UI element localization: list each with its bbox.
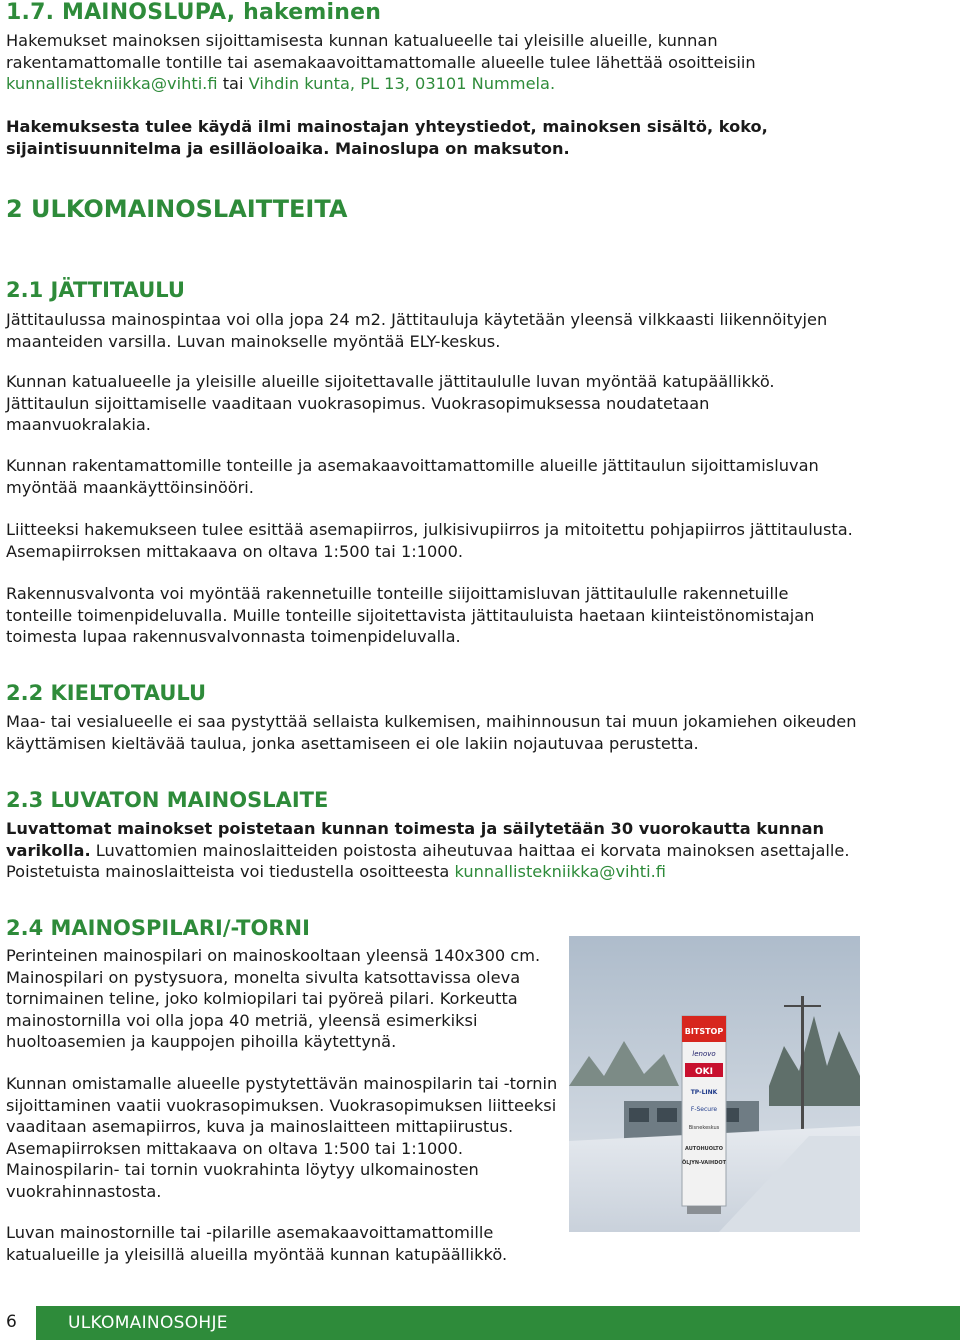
section-title-2: 2 ULKOMAINOSLAITTEITA <box>6 195 348 223</box>
paragraph-2-1-c <box>6 455 858 498</box>
logo-tplink: TP-LINK <box>690 1089 718 1096</box>
paragraph-2-1-a <box>6 309 858 352</box>
email-link[interactable]: kunnallistekniikka@vihti.fi <box>6 74 218 93</box>
page-number: 6 <box>6 1312 17 1332</box>
paragraph-text: Jättitaulussa mainospintaa voi olla jopa 24 m2. Jättitauluja käytetään yleensä vilkkaasti liikennöityjen maanteiden varsilla. Luvan mainokselle myöntää ELY-keskus. <box>6 310 828 351</box>
notice-text: Luvattomien mainoslaitteiden poistosta aiheutuvaa haittaa ei korvata mainoksen asettajalle. Poistetuista mainoslaitteista voi tiedustella osoitteesta <box>6 840 850 881</box>
postal-address: Vihdin kunta, PL 13, 03101 Nummela. <box>248 74 556 93</box>
section-title-2-4: 2.4 MAINOSPILARI/-TORNI <box>6 916 310 940</box>
paragraph-text: Maa- tai vesialueelle ei saa pystyttää sellaista kulkemisen, maihinnousun tai muun jokamiehen oikeuden käyttämisen kieltävää taulua, jonka asettamiseen ei ole lakiin nojautuvaa perustetta. <box>6 712 857 753</box>
section-title-2-3: 2.3 LUVATON MAINOSLAITE <box>6 788 329 812</box>
paragraph-2-1-b <box>6 371 858 436</box>
paragraph-text: Kunnan omistamalle alueelle pystytettävän mainospilarin tai -tornin sijoittaminen vaatii vuokrasopimuksen. Vuokrasopimuksen liitteeksi vaaditaan asemapiirros, kuva ja mainoslaitteen mittapiirustus. Asemapiirroksen mittakaava on oltava 1:500 tai 1:1000. Mainospilarin- tai tornin vuokrahinta löytyy ulkomainosten vuokrahinnastosta. <box>6 1074 558 1201</box>
bold-notice: Luvattomat mainokset poistetaan kunnan toimesta ja säilytetään 30 vuorokautta kunnan varikolla. <box>6 819 825 860</box>
logo-oljynvaihdot: ÖLJYN-VAIHDOT <box>681 1160 727 1166</box>
paragraph-2-4-b <box>6 1073 558 1202</box>
logo-oki: OKI <box>695 1067 713 1077</box>
logo-bitstop: BITSTOP <box>684 1027 724 1036</box>
paragraph-2-4-a <box>6 945 558 1053</box>
paragraph-application <box>6 30 858 95</box>
application-contents-text: Hakemuksesta tulee käydä ilmi mainostajan yhteystiedot, mainoksen sisältö, koko, sijaintisuunnitelma ja esilläoloaika. Mainoslupa on maksuton. <box>6 117 768 158</box>
advertising-pillar-photo <box>569 936 860 1232</box>
paragraph-text: Liitteeksi hakemukseen tulee esittää asemapiirros, julkisivupiirros ja mitoitettu pohjapiirros jättitaulusta. Asemapiirroksen mittakaava on oltava 1:500 tai 1:1000. <box>6 520 853 561</box>
paragraph-text: Luvan mainostornille tai -pilarille asemakaavoittamattomille katualueille ja yleisillä alueilla myöntää kunnan katupäällikkö. <box>6 1223 508 1264</box>
paragraph-2-2 <box>6 711 858 754</box>
paragraph-2-1-e <box>6 583 858 648</box>
section-title-2-2: 2.2 KIELTOTAULU <box>6 681 207 705</box>
logo-lenovo: lenovo <box>692 1050 716 1058</box>
email-link[interactable]: kunnallistekniikka@vihti.fi <box>454 862 666 881</box>
paragraph-2-1-d <box>6 519 858 562</box>
paragraph-2-3 <box>6 818 858 883</box>
footer-title: ULKOMAINOSOHJE <box>68 1313 228 1333</box>
paragraph-application-contents <box>6 116 858 159</box>
photo-illustration <box>569 936 860 1232</box>
paragraph-text: Rakennusvalvonta voi myöntää rakennetuille tonteille siijoittamisluvan jättitaululle rakennetuille tonteille toimenpideluvalla. Muille tonteille sijoitettavista jättitauluista haetaan kiinteistönomistajan toimesta lupaa rakennusvalvonnasta toimenpideluvalla. <box>6 584 815 646</box>
section-title-1-7: 1.7. MAINOSLUPA, hakeminen <box>6 0 382 25</box>
logo-bisnekeskus: Bisnekeskus <box>688 1125 720 1131</box>
application-text: Hakemukset mainoksen sijoittamisesta kunnan katualueelle tai yleisille alueille, kunnan rakentamattomalle tontille tai asemakaavoittamattomalle alueelle tulee lähettää osoitteisiin <box>6 31 756 72</box>
paragraph-text: Kunnan katualueelle ja yleisille alueille sijoitettavalle jättitaululle luvan myöntää katupäällikkö. Jättitaulun sijoittamiselle vaaditaan vuokrasopimus. Vuokrasopimuksessa noudatetaan maanvuokralakia. <box>6 372 775 434</box>
logo-fsecure: F-Secure <box>690 1106 718 1113</box>
paragraph-text: Kunnan rakentamattomille tonteille ja asemakaavoittamattomille alueille jättitaulun sijoittamisluvan myöntää maankäyttöinsinööri. <box>6 456 819 497</box>
section-title-2-1: 2.1 JÄTTITAULU <box>6 278 185 302</box>
paragraph-text: Perinteinen mainospilari on mainoskooltaan yleensä 140x300 cm. Mainospilari on pystysuora, monelta sivulta katsottavissa oleva tornimainen teline, joko kolmiopilari tai pyöreä pilari. Korkeutta mainostornilla voi olla jopa 40 metriä, yleensä esimerkiksi huoltoasemien ja kauppojen pihoilla käytettynä. <box>6 946 541 1051</box>
logo-autohuolto: AUTOHUOLTO <box>685 1146 723 1152</box>
paragraph-2-4-c <box>6 1222 558 1265</box>
text-or: tai <box>222 74 244 93</box>
